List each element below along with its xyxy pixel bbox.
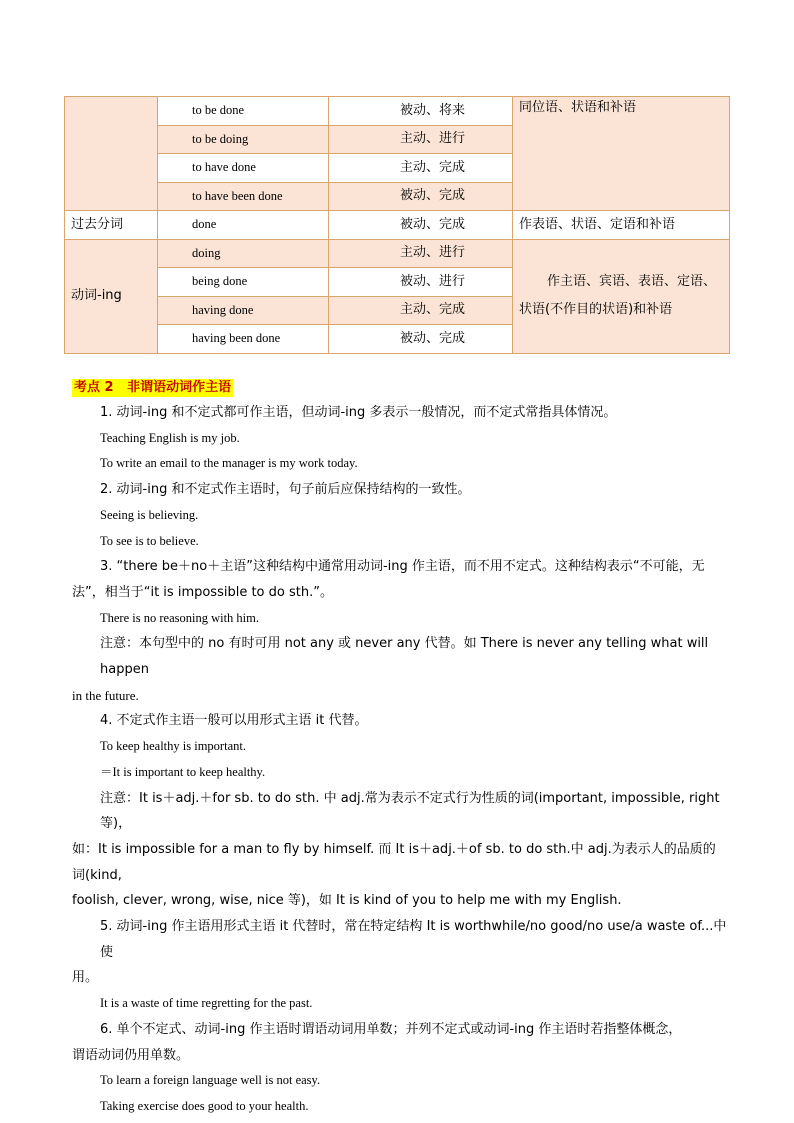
property-cell: 主动、完成	[329, 296, 513, 325]
example-sentence: To keep healthy is important.	[100, 739, 246, 754]
example-sentence: To see is to believe.	[100, 533, 199, 548]
section-number: 考点 2	[74, 380, 114, 395]
note-line-continued: foolish, clever, wrong, wise, nice 等)，如 It is kind of you to help me with my English.	[72, 893, 622, 909]
section-heading	[72, 379, 233, 397]
rule-line-continued: 用。	[72, 970, 99, 986]
form-cell: to have done	[158, 154, 329, 183]
note-line: 注意：It is＋adj.＋for sb. to do sth. 中 adj.常为表示不定式行为性质的词(important, impossible, right 等)，	[100, 790, 720, 832]
rule-line-continued: 谓语动词仍用单数。	[72, 1047, 190, 1063]
section-title: 非谓语动词作主语	[127, 380, 232, 395]
past-participle-category-cell: 过去分词	[65, 211, 158, 240]
example-sentence: To learn a foreign language well is not easy.	[100, 1073, 321, 1088]
rule-line: 6. 单个不定式、动词-ing 作主语时谓语动词用单数；并列不定式或动词-ing 作主语时若指整体概念，	[100, 1021, 682, 1037]
rule-line: 5. 动词-ing 作主语用形式主语 it 代替时，常在特定结构 It is worthwhile/no good/no use/a waste of...中使	[100, 919, 727, 960]
example-sentence: To write an email to the manager is my work today.	[100, 456, 358, 471]
property-cell: 被动、完成	[329, 211, 513, 240]
property-cell: 被动、完成	[329, 325, 513, 354]
rule-line-continued: 法”，相当于“it is impossible to do sth.”。	[72, 584, 333, 600]
infinitive-category-cell	[65, 97, 158, 211]
form-cell: being done	[158, 268, 329, 297]
property-cell: 主动、完成	[329, 154, 513, 183]
example-sentence: ＝It is important to keep healthy.	[100, 764, 266, 779]
infinitive-function-cell: 同位语、状语和补语	[513, 97, 730, 211]
non-finite-verb-table	[64, 96, 730, 354]
example-sentence: There is no reasoning with him.	[100, 610, 259, 625]
rule-line: 3. “there be＋no＋主语”这种结构中通常用动词-ing 作主语，而不用不定式。这种结构表示“不可能，无	[100, 559, 705, 575]
form-cell: having done	[158, 296, 329, 325]
ing-function-cell	[513, 239, 730, 353]
example-sentence: Teaching English is my job.	[100, 430, 240, 445]
property-cell: 主动、进行	[329, 125, 513, 154]
ing-function-line: 作主语、宾语、表语、定语、	[547, 274, 717, 289]
table-row	[65, 239, 730, 268]
note-line: 注意：本句型中的 no 有时可用 not any 或 never any 代替。如 There is never any telling what will happen	[100, 636, 709, 678]
form-cell: to have been done	[158, 182, 329, 211]
property-cell: 被动、完成	[329, 182, 513, 211]
property-cell: 被动、进行	[329, 268, 513, 297]
table-row	[65, 211, 730, 240]
property-cell: 被动、将来	[329, 97, 513, 126]
rule-line: 4. 不定式作主语一般可以用形式主语 it 代替。	[100, 713, 368, 729]
example-sentence: Seeing is believing.	[100, 507, 199, 522]
rule-line: 2. 动词-ing 和不定式作主语时，句子前后应保持结构的一致性。	[100, 482, 471, 498]
lesson-content	[72, 374, 728, 1120]
ing-function-line: 状语(不作目的状语)和补语	[519, 302, 673, 317]
property-cell: 主动、进行	[329, 239, 513, 268]
note-line-continued: in the future.	[72, 687, 139, 703]
rule-line: 1. 动词-ing 和不定式都可作主语，但动词-ing 多表示一般情况，而不定式常指具体情况。	[100, 405, 617, 420]
table-row	[65, 97, 730, 126]
form-cell: to be doing	[158, 125, 329, 154]
example-sentence: It is a waste of time regretting for the past.	[100, 996, 313, 1011]
example-sentence: Taking exercise does good to your health.	[100, 1098, 309, 1113]
form-cell: having been done	[158, 325, 329, 354]
form-cell: done	[158, 211, 329, 240]
past-participle-function-cell: 作表语、状语、定语和补语	[513, 211, 730, 240]
ing-category-cell: 动词-ing	[65, 239, 158, 353]
form-cell: to be done	[158, 97, 329, 126]
form-cell: doing	[158, 239, 329, 268]
note-line-continued: 如：It is impossible for a man to fly by himself. 而 It is＋adj.＋of sb. to do sth.中 adj.为表示人的品质的词(kind,	[72, 841, 716, 883]
